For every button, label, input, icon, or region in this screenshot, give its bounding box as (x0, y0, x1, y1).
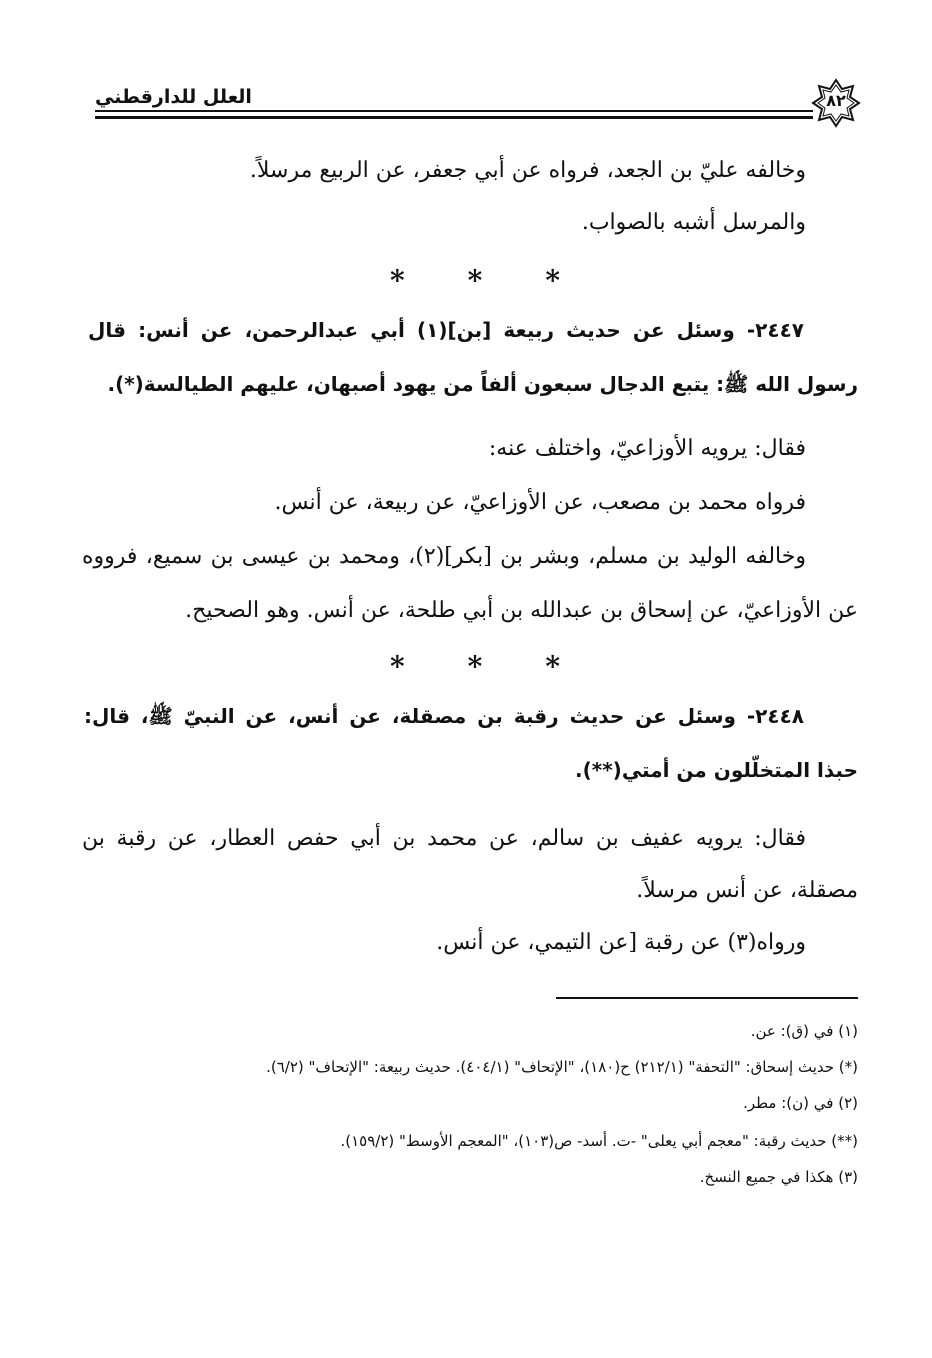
text-line: والمرسل أشبه بالصواب. (581, 210, 806, 235)
separator-star: * (545, 650, 560, 683)
footnote: (٢) في (ن): مطر. (743, 1094, 858, 1112)
page-number-badge (811, 78, 861, 128)
text-line: وخالفه عليّ بن الجعد، فرواه عن أبي جعفر، عن الربيع مرسلاً. (249, 158, 806, 183)
page-number: ٨٢ (826, 91, 846, 110)
text-line: عن الأوزاعيّ، عن إسحاق بن عبدالله بن أبي طلحة، عن أنس. وهو الصحيح. (185, 598, 858, 623)
separator-star: * (390, 264, 405, 297)
section-separator (390, 264, 560, 297)
text-line: فرواه محمد بن مصعب، عن الأوزاعيّ، عن ربيعة، عن أنس. (274, 490, 806, 515)
text-line: ورواه(٣) عن رقبة [عن التيمي، عن أنس. (436, 930, 806, 955)
question-2447-line-1: ٢٤٤٧- وسئل عن حديث ربيعة [بن](١) أبي عبدالرحمن، عن أنس: قال (88, 318, 804, 342)
separator-star: * (467, 264, 483, 297)
footnote: (٣) هكذا في جميع النسخ. (699, 1168, 858, 1186)
header-rule-top (95, 110, 813, 112)
footnote: (**) حديث رقبة: "معجم أبي يعلى" -ت. أسد- ص(١٠٣)، "المعجم الأوسط" (١٥٩/٢). (340, 1132, 858, 1150)
header-rule-bottom (95, 116, 813, 119)
question-2448-line-1: ٢٤٤٨- وسئل عن حديث رقبة بن مصقلة، عن أنس، عن النبيّ ﷺ، قال: (84, 704, 804, 728)
running-book-title: العلل للدارقطني (95, 86, 252, 108)
separator-star: * (545, 264, 560, 297)
text-line: مصقلة، عن أنس مرسلاً. (636, 878, 858, 903)
text-line: فقال: يرويه عفيف بن سالم، عن محمد بن أبي حفص العطار، عن رقبة بن (82, 826, 806, 851)
text-line: فقال: يرويه الأوزاعيّ، واختلف عنه: (488, 436, 806, 461)
footnote-rule (556, 997, 858, 999)
footnote: (١) في (ق): عن. (750, 1022, 858, 1040)
question-2448-line-2: حبذا المتخلّلون من أمتي(**). (575, 758, 858, 782)
text-line: وخالفه الوليد بن مسلم، وبشر بن [بكر](٢)، ومحمد بن عيسى بن سميع، فرووه (82, 544, 806, 569)
separator-star: * (390, 650, 405, 683)
page-header (95, 80, 861, 128)
footnote: (*) حديث إسحاق: "التحفة" (٢١٢/١) ح(١٨٠)، "الإتحاف" (٤٠٤/١). حديث ربيعة: "الإتحاف" (٦/٢). (266, 1058, 858, 1076)
section-separator (390, 650, 560, 683)
question-2447-line-2: رسول الله ﷺ: يتبع الدجال سبعون ألفاً من يهود أصبهان، عليهم الطيالسة(*). (107, 372, 858, 396)
separator-star: * (467, 650, 483, 683)
